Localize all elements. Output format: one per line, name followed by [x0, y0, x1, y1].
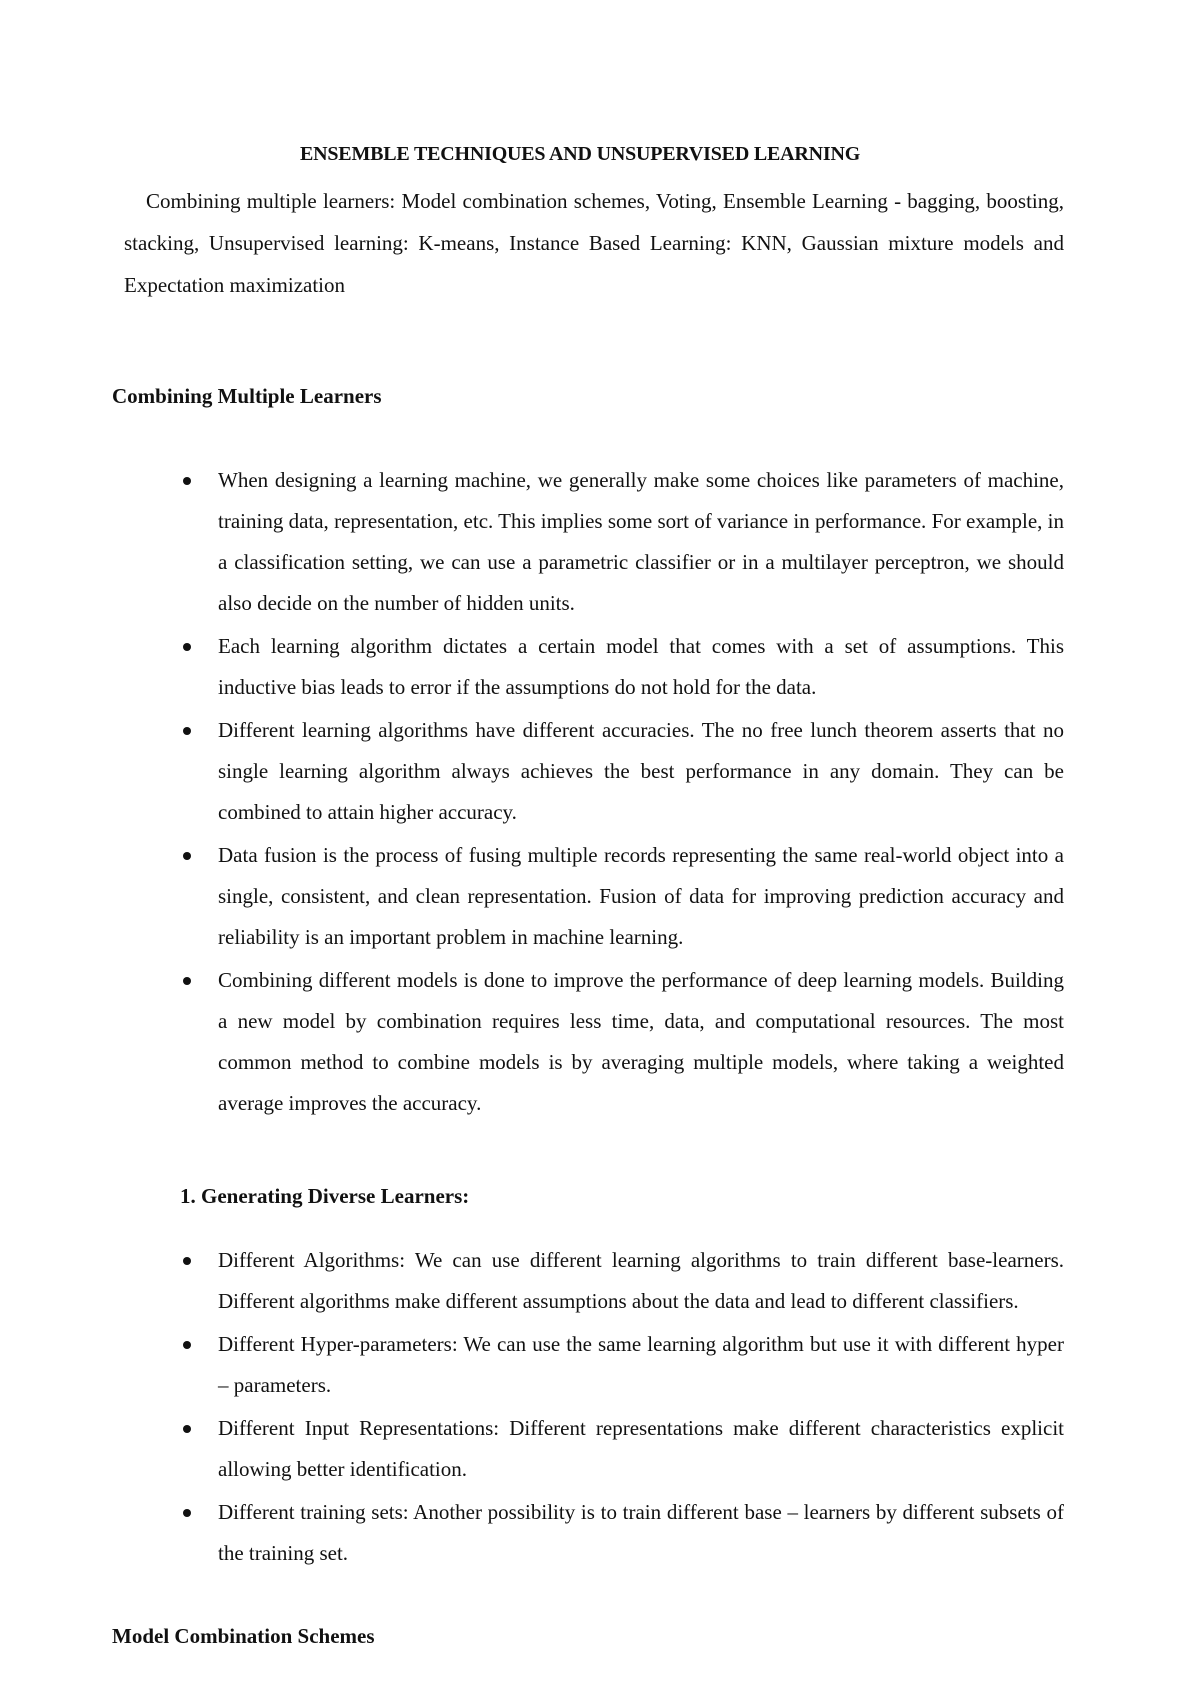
section-heading-combining-multiple-learners: Combining Multiple Learners [112, 384, 382, 408]
subsection-heading-generating-diverse-learners: 1. Generating Diverse Learners: [180, 1184, 470, 1208]
diverse-learners-bullet-list [218, 1240, 1064, 1576]
document-title: ENSEMBLE TECHNIQUES AND UNSUPERVISED LEARNING [300, 143, 861, 165]
list-item [218, 1408, 1064, 1490]
bullet-icon [183, 1425, 191, 1433]
syllabus-paragraph: Combining multiple learners: Model combination schemes, Voting, Ensemble Learning - bagging, boosting, stacking, Unsupervised learning: K-means, Instance Based Learning: KNN, Gaussian mixture models and Expectation maximization [124, 189, 1064, 297]
bullet-icon [183, 1509, 191, 1517]
list-item-text: Different training sets: Another possibility is to train different base – learners by different subsets of the training set. [218, 1500, 1064, 1565]
section-heading-model-combination-schemes: Model Combination Schemes [112, 1624, 375, 1648]
bullet-icon [183, 977, 191, 985]
list-item-text: Data fusion is the process of fusing multiple records representing the same real-world object into a single, consistent, and clean representation. Fusion of data for improving prediction accuracy and reliability is an important problem in machine learning. [218, 843, 1064, 949]
list-item [218, 1240, 1064, 1322]
list-item-text: Different Hyper-parameters: We can use the same learning algorithm but use it with different hyper – parameters. [218, 1332, 1064, 1397]
bullet-icon [183, 727, 191, 735]
list-item [218, 460, 1064, 624]
list-item [218, 710, 1064, 833]
list-item [218, 626, 1064, 708]
combining-learners-bullet-list [218, 460, 1064, 1126]
bullet-icon [183, 643, 191, 651]
list-item [218, 1492, 1064, 1574]
list-item [218, 835, 1064, 958]
list-item-text: Each learning algorithm dictates a certain model that comes with a set of assumptions. This inductive bias leads to error if the assumptions do not hold for the data. [218, 634, 1064, 699]
list-item-text: Different Input Representations: Different representations make different characteristics explicit allowing better identification. [218, 1416, 1064, 1481]
list-item [218, 1324, 1064, 1406]
list-item-text: Combining different models is done to improve the performance of deep learning models. Building a new model by combination requires less time, data, and computational resources. The most common method to combine models is by averaging multiple models, where taking a weighted average improves the accuracy. [218, 968, 1064, 1115]
list-item-text: Different learning algorithms have different accuracies. The no free lunch theorem asserts that no single learning algorithm always achieves the best performance in any domain. They can be combined to attain higher accuracy. [218, 718, 1064, 824]
list-item [218, 960, 1064, 1124]
list-item-text: When designing a learning machine, we generally make some choices like parameters of machine, training data, representation, etc. This implies some sort of variance in performance. For example, in a classification setting, we can use a parametric classifier or in a multilayer perceptron, we should also decide on the number of hidden units. [218, 468, 1064, 615]
bullet-icon [183, 1341, 191, 1349]
bullet-icon [183, 477, 191, 485]
bullet-icon [183, 1257, 191, 1265]
bullet-icon [183, 852, 191, 860]
list-item-text: Different Algorithms: We can use different learning algorithms to train different base-learners. Different algorithms make different assumptions about the data and lead to different classifiers. [218, 1248, 1064, 1313]
